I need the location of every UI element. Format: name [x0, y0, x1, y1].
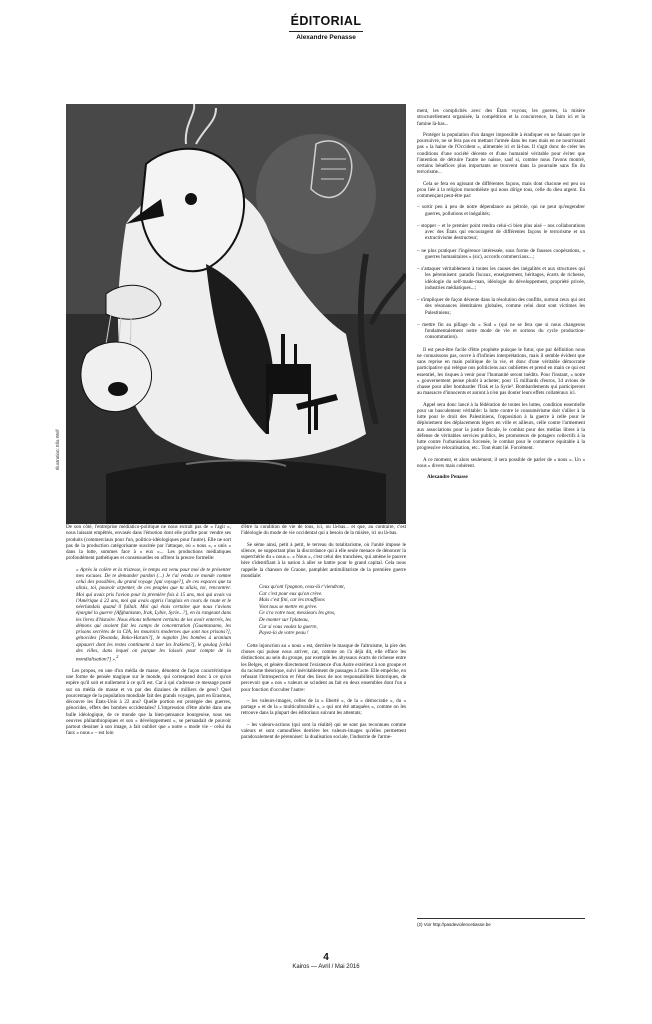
section-title: ÉDITORIAL: [290, 14, 362, 28]
page-header: [0, 14, 652, 41]
verse-line: Ce s'ra votre tour, messieurs les gros,: [259, 610, 336, 617]
header-rule: [289, 31, 363, 32]
footnote-divider: [417, 918, 585, 919]
paragraph: Protéger la population d'un danger impossible à éradiquer en ne faisant que le poursuivre, ne se fera pas en mettant l'armée dans les rues mais en ne nourrissant pas « la haine de l'Occident », alimentée ici et là-bas. Il s'agit donc de créer les conditions d'une société décente et d'une humanité véritable pour éviter que l'intention de détruire l'autre ne naisse, sauf si, comme nous l'avons montré, certains bénéfices plus importants se trouvent dans la poursuite sans fin du terrorisme...: [417, 131, 585, 176]
signature: Alexandre Penasse: [427, 474, 468, 480]
publication-line: Kairos — Avril / Mai 2016: [292, 964, 360, 970]
column-middle: [241, 524, 406, 745]
illustration-art: [66, 104, 406, 524]
list-item: – s'attaquer véritablement à toutes les causes des inégalités et aux structures qui les pérennisent: paradis fiscaux, enseignement, héritages, écarts de richesse, idéologie du self-made-man, idéologie du développement, propriété privée, industries médiatiques...;: [417, 266, 585, 291]
verse-line: Car c'est pour eux qu'on crève.: [259, 590, 323, 597]
verse-line: Payez-la de votre peau !: [259, 630, 309, 637]
paragraph: Il est peut-être facile d'être prophète puisque le futur, que par définition nous ne connaissons pas, ouvre à d'infinies interprétations, mais il semble évident que sans reprise en main politique de la vie, et donc d'une véritable démocratie participative qui relègue nos politiciens aux oubliettes et prend en main ce qui est essentiel, les risques à venir pour l'humanité seront inédits. Pour l'instant, « notre » gouvernement pense plutôt à acheter, pour 15 milliards d'euros, 34 avions de chasse pour aller bombarder l'Irak et la Syrie³. Bombardements qui participeront au massacre d'innocents et auront à n'en pas douter leurs effets collatéraux ici.: [417, 346, 585, 397]
paragraph: – les valeurs-images, celles de la « liberté », de la « démocratie », du « partage » et de la « multiculturalité », « qui ont été attaquées », comme on les retrouve dans la plupart des éditoriaux suivant les attentats;: [241, 697, 406, 717]
column-right: [417, 108, 585, 485]
quote-text: « Après la colère et la tristesse, le temps est venu pour moi de te présenter mes excuses. De te demander pardon (...) Je t'ai vendu ce monde comme celui des possibles, du grand voyage [qui voyage?], de ces espaces que tu allais, toi, pouvoir arpenter, de ces peuples que tu allais, toi, rencontrer. Moi qui avais pris l'avion pour la première fois à 15 ans, moi qui avais vu l'Amérique à 22 ans, moi qui avais appris l'anglais en cours de route et le néerlandais quand il fallait. Moi qui étais certaine que nous t'avions épargné la guerre [Afghanistan, Irak, Lybie, Syrie...?], en la rangeant dans les livres d'histoire. Nous étions tellement certains de les avoir enterrés, les démons qui avaient fait les camps de concentration [Guantanamo, les prisons secrètes de la CIA, les mouroirs modernes que sont nos prisons?], génocides [Rwanda, Boko-Haram?], le napalm [les bombes à uranium appauvri dont les restes continuent à tuer les Irakiens?], le goulag [celui des villes, dans lequel on parque les laissés pour compte de la mondialisation?] ».: [76, 566, 231, 663]
header-author: Alexandre Penasse: [296, 34, 356, 41]
paragraph: – les valeurs-actions (qui sont la réalité) qui ne sont pas reconnues comme valeurs et sont camouflées derrière les valeurs-images qu'elles permettent paradoxalement de pérenniser: la dualisation sociale, l'industrie de l'arme-: [241, 721, 406, 740]
editorial-illustration: [66, 104, 406, 524]
paragraph: Se sème ainsi, petit à petit, le terreau du totalitarisme, où l'unité impose le silence, ne supportant plus la discordance qui à elle seule menace de dénoncer la superchérie du « nous ». « Nous », c'est celui des tranchées, qui amène le pauvre hère s'identifiant à la nation à aller se battre pour le grand capital. Cela nous rappelle la chanson de Craone, pamphlet antimilitariste de la première guerre mondiale:: [241, 541, 406, 579]
verse-line: Ceux qu'ont l'pognon, ceux-là r'viendront,: [259, 584, 345, 590]
illustration-credit: Illustration: Ella Wolf: [55, 429, 60, 470]
page-footer: [0, 952, 652, 970]
paragraph: Les propos, en une d'un média de masse, dénotent de façon caractéristique une forme de pensée magique sur le monde, qui correspond donc à ce qu'on espère qu'il soit et nullement à ce qu'il est. Car à qui s'adresse ce message posté sur un média de masse et vu par des dizaines de milliers de gens? Quel pourcentage de la population mondiale fait des grands voyages, part en Erasmus, découvre les États-Unis à 22 ans? Quelle portion est protégée des guerres, génocides, effets des bombes occidentales? L'impression d'être abrité dans une bulle idéologique, de ce monde que la bien-pensance bourgeoise, sous ses oeuvres philanthropiques et son « développement », se persuadait de pouvoir partout dessiner à son image, a fait oublier que « notre » mode vie – celui du faux « nous » – est loin: [66, 667, 231, 737]
paragraph: Cette injonction au « nous » est, derrière le masque de l'altruisme, la pire des choses qui puisse nous arriver, car, comme on l'a déjà dit, elle efface les distinctions au sein du groupe, par exemple les abyssaux écarts de richesse entre les Belges, et génère directement l'existence d'un Autre extérieur à son groupe et du racisme théorique, suivi inévitablement de passages à l'acte. Elle empêche, en refusant l'introspection et l'état des lieux de nos responsabilités historiques, de percevoir que « nos » valeurs se scindent au fait en deux ensembles dont l'un a pour fonction d'occulter l'autre:: [241, 642, 406, 693]
list-item: – ne plus pratiquer l'ingérence intéressée, sous forme de fausses coopérations, « guerres humanitaires » (sic), accords commerciaux...;: [417, 247, 585, 260]
footnote-ref: 2: [116, 654, 119, 659]
verse-line: Vont tous se mettre en grève.: [259, 603, 318, 610]
verse-line: Mais c'est fini, car les trouffions: [259, 597, 325, 604]
verse-line: Car si vous voulez la guerre,: [259, 623, 318, 630]
paragraph: Cela se fera en agissant de différentes façons, mais dont chacune est peu ou prou liée à la religion monothéiste qui nous dirige tous, celle du dieu argent. En commençant peut-être par:: [417, 180, 585, 199]
paragraph: ment, les complicités avec des États voyous, les guerres, la misère structurellement organisée, la compétition et la concurrence, la faim ici et la famine là-bas...: [417, 108, 585, 127]
song-verse: [259, 584, 406, 637]
page-number: 4: [323, 952, 329, 963]
list-item: – stopper – et le premier point rendra celui-ci bien plus aisé – nos collaborations avec des États qui encouragent de différentes façons le terrorisme et un extractivisme destructeur;: [417, 222, 585, 242]
paragraph: Appel sera donc lancé à la fédération de toutes les luttes, condition essentielle pour un basculement véritable: la lutte contre le consumérisme doit s'allier à la lutte pour le droit des Palestiniens, l'opposition à la guerre à celle pour le déploiement des déplacements légers en ville et ailleurs, celle contre l'armement aux associations pour la justice fiscale, le combat pour des médias libres à la défense de véritables services publics, les promoteurs de potagers collectifs à la lutte contre l'urbanisation forcenée, le combat pour le commerce équitable à la progressive relocalisation, etc.. Tout étant lié. Forcément.: [417, 401, 585, 452]
list-item: – mettre fin au pillage du « Sud » (qui ne se fera que si nous changeons fondamentalement notre mode de vie et sortons du cycle production-consommation).: [417, 321, 585, 341]
paragraph: A ce moment, et alors seulement, il sera possible de parler de « nous ». Un « nous » divers mais cohérent.: [417, 456, 585, 469]
list-item: – s'impliquer de façon décente dans la résolution des conflits, surtout ceux qui ont des résonances identitaires globales, comme celui dont sont victimes les Palestiniens;: [417, 297, 585, 316]
list-item: – sortir peu à peu de notre dépendance au pétrole, qui ne peut qu'engendrer guerres, pollutions et inégalités;: [417, 204, 585, 217]
column-left: [66, 524, 231, 742]
verse-line: De monter sur l'plateau,: [259, 616, 309, 623]
footnote: (2) Voir http://pasdeviolencetiasse.be: [417, 922, 491, 927]
paragraph: d'être la condition de vie de tous, ici, ou là-bas... et que, au contraire, c'est l'idéologie du mode de vie occidental qui a besoin de la misère, ici ou là-bas.: [241, 524, 406, 537]
paragraph: De son côté, l'entreprise médiatico-politique ne nous extrait pas de « l'agir », nous laissant empêtrés, envasés dans l'émotion dont elle profite pour vendre ses produits (commerciaux pour l'un, politico-idéologiques pour l'autre). Elle ne sort pas de la production catégorisante suscitée par l'attaque, où « nous », « unis » dans la lutte, sommes face à « eux »... Les productions médiatiques profondément pathétiques et consensuelles en offrent la preuve formelle:: [66, 524, 231, 562]
quoted-testimony: [76, 567, 231, 663]
